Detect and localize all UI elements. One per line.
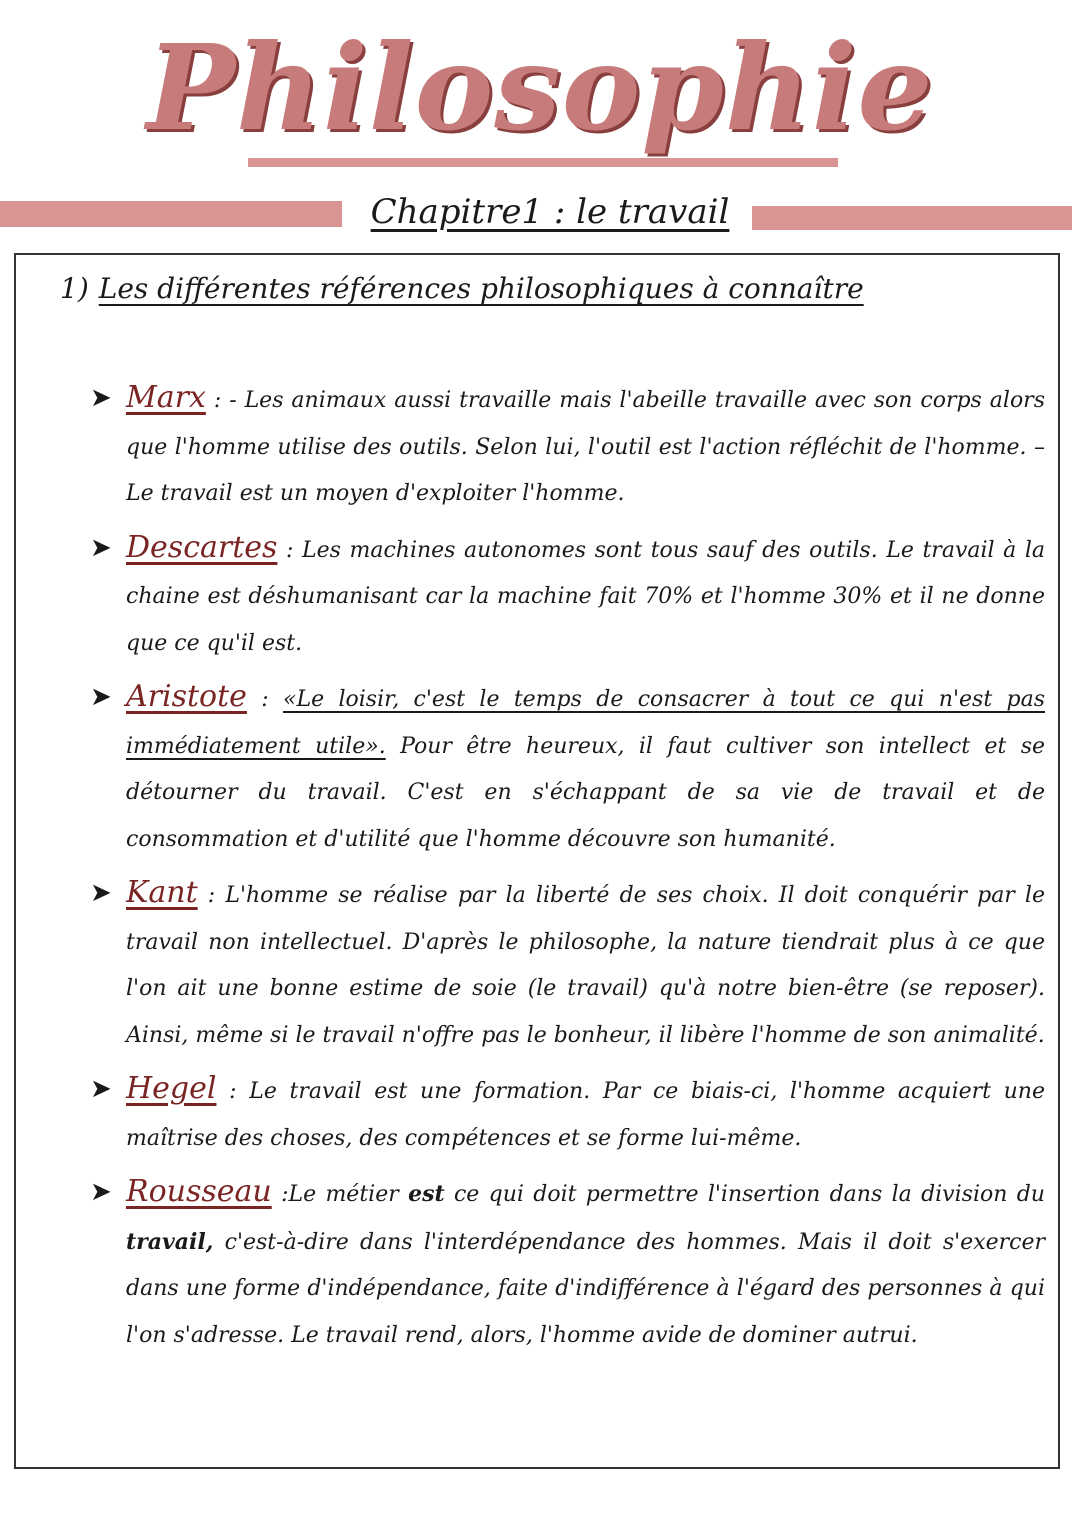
- philosopher-name: Rousseau: [126, 1174, 272, 1209]
- philosopher-name: Marx: [126, 380, 206, 415]
- arrow-bullet-icon: ➤: [90, 1177, 112, 1207]
- arrow-bullet-icon: ➤: [90, 878, 112, 908]
- title-area: [0, 18, 1080, 158]
- entry-text: L'homme se réalise par la liberté de ses choix. Il doit conquérir par le travail non intellectuel. D'après le philosophe, la nature tiendrait plus à ce que l'on ait une bonne estime de soie (le travail) qu'à notre bien-être (se reposer). Ainsi, même si le travail n'offre pas le bonheur, il libère l'homme de son animalité.: [126, 883, 1045, 1048]
- entry-text: Les machines autonomes sont tous sauf des outils. Le travail à la chaine est déshumanisant car la machine fait 70% et l'homme 30% et il ne donne que ce qu'il est.: [126, 537, 1045, 656]
- entry-text: ce qui doit permettre l'insertion dans la division du: [444, 1182, 1045, 1207]
- entry-text: - Les animaux aussi travaille mais l'abeille travaille avec son corps alors que l'homme utilise des outils. Selon lui, l'outil est l'action réfléchit de l'homme. – Le travail est un moyen d'exploiter l'homme.: [126, 388, 1045, 506]
- chapter-band-left: [0, 201, 342, 227]
- philosopher-name: Aristote: [126, 679, 247, 714]
- name-separator: :: [246, 687, 284, 712]
- name-separator: :: [271, 1182, 289, 1207]
- arrow-bullet-icon: ➤: [90, 532, 112, 563]
- philosopher-list: [90, 375, 1045, 1366]
- arrow-bullet-icon: ➤: [90, 1074, 112, 1104]
- entry-marx: [90, 375, 1045, 518]
- entry-hegel: [90, 1066, 1045, 1162]
- name-separator: :: [216, 1079, 250, 1104]
- name-separator: :: [197, 883, 226, 908]
- philosopher-name: Hegel: [126, 1071, 217, 1106]
- page-title: Philosophie: [146, 18, 934, 157]
- title-underline: [248, 158, 838, 167]
- section-number: 1): [60, 272, 89, 305]
- philosopher-name: Descartes: [126, 529, 278, 565]
- entry-bold-text: est: [408, 1181, 445, 1207]
- entry-kant: [90, 870, 1045, 1059]
- section-heading: [60, 266, 864, 312]
- entry-rousseau: [90, 1169, 1045, 1359]
- name-separator: :: [205, 388, 230, 413]
- entry-text: c'est-à-dire dans l'interdépendance des hommes. Mais il doit s'exercer dans une forme d'indépendance, faite d'indifférence à l'égard des personnes à qui l'on s'adresse. Le travail rend, alors, l'homme avide de dominer autrui.: [126, 1229, 1045, 1348]
- philosopher-name: Kant: [126, 875, 198, 910]
- chapter-band-right: [752, 206, 1072, 230]
- entry-text: Le métier: [288, 1182, 409, 1207]
- entry-text: Pour être heureux, il faut cultiver son intellect et se détourner du travail. C'est en s'échappant de sa vie de travail et de consommation et d'utilité que l'homme découvre son humanité.: [126, 733, 1046, 852]
- entry-text: Le travail est une formation. Par ce biais-ci, l'homme acquiert une maîtrise des choses, des compétences et se forme lui-même.: [126, 1079, 1045, 1151]
- entry-descartes: [90, 525, 1045, 668]
- chapter-title: Chapitre1 : le travail: [370, 192, 730, 232]
- name-separator: :: [277, 537, 302, 563]
- entry-bold-text: travail,: [126, 1228, 214, 1255]
- arrow-bullet-icon: ➤: [90, 383, 112, 413]
- entry-quote: «Le loisir, c'est le temps de consacrer à tout ce qui n'est pas immédiatement utile».: [126, 687, 1045, 759]
- entry-aristote: [90, 674, 1045, 863]
- section-heading-text: Les différentes références philosophiques à connaître: [98, 272, 864, 305]
- arrow-bullet-icon: ➤: [90, 682, 112, 712]
